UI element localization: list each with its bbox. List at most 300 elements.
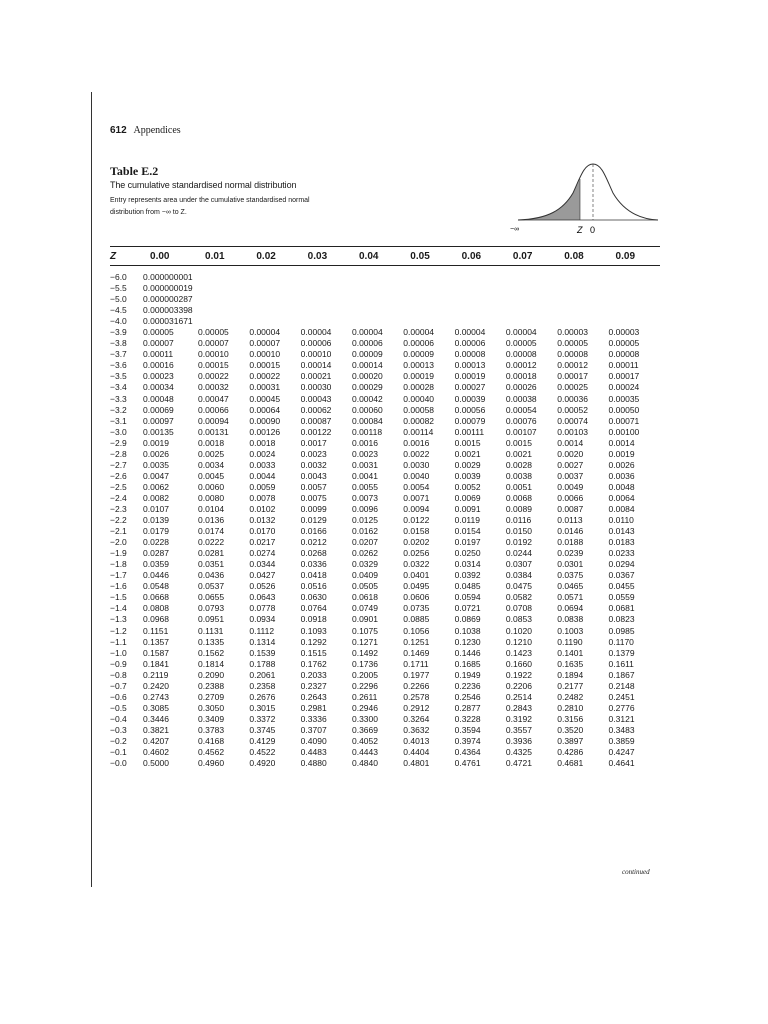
probability-cell: 0.2177	[557, 680, 584, 691]
probability-cell: 0.00013	[403, 360, 435, 371]
z-value-cell: −2.5	[110, 481, 127, 492]
table-row	[110, 338, 660, 349]
probability-cell: 0.0107	[143, 504, 170, 514]
probability-cell: 0.1151	[143, 625, 169, 636]
z-value-cell: −0.3	[110, 724, 127, 735]
probability-cell: 0.0548	[143, 581, 170, 592]
probability-cell: 0.000000287	[143, 294, 193, 305]
probability-cell: 0.00045	[249, 393, 281, 404]
probability-cell: 0.00013	[454, 360, 486, 371]
table-row	[110, 537, 660, 548]
probability-cell: 0.2578	[403, 691, 430, 702]
column-header: 0.01	[205, 250, 225, 262]
table-body	[110, 266, 660, 770]
probability-cell: 0.0062	[143, 481, 170, 492]
table-header-row	[110, 247, 660, 266]
probability-cell: 0.1492	[351, 647, 378, 658]
probability-cell: 0.0329	[351, 559, 378, 570]
table-row	[110, 570, 660, 581]
probability-cell: 0.0030	[403, 459, 430, 470]
probability-cell: 0.2482	[557, 691, 584, 702]
probability-cell	[403, 294, 454, 305]
probability-cell: 0.1003	[557, 625, 584, 636]
probability-cell: 0.0344	[249, 559, 276, 570]
bell-curve	[518, 164, 658, 220]
probability-cell: 0.0401	[403, 570, 430, 581]
z-value-cell: −3.4	[110, 382, 127, 393]
probability-cell: 0.0495	[403, 581, 430, 592]
probability-cell: 0.0526	[249, 581, 276, 592]
probability-cell: 0.4801	[403, 758, 430, 769]
probability-cell: 0.0694	[557, 603, 584, 614]
z-value-cell: −0.5	[110, 702, 127, 713]
column-header: 0.00	[150, 250, 170, 262]
probability-cell: 0.3859	[608, 735, 635, 746]
probability-cell: 0.0054	[403, 481, 430, 492]
probability-cell: 0.3015	[249, 702, 276, 713]
continued-note: continued	[622, 868, 650, 876]
probability-cell: 0.0082	[143, 492, 170, 503]
probability-cell: 0.3085	[143, 702, 170, 713]
z-value-cell: −1.1	[110, 636, 127, 647]
probability-cell: 0.3483	[608, 724, 635, 735]
probability-cell: 0.00018	[505, 371, 537, 382]
probability-cell: 0.0052	[454, 481, 481, 492]
table-row	[110, 382, 660, 393]
probability-cell: 0.00062	[300, 404, 332, 415]
probability-cell: 0.00030	[300, 382, 332, 393]
probability-cell: 0.00069	[143, 404, 174, 415]
z-value-cell: −1.9	[110, 548, 127, 559]
probability-cell: 0.2296	[351, 680, 378, 691]
table-row	[110, 283, 660, 294]
table-row	[110, 592, 660, 603]
column-header: 0.04	[358, 250, 379, 262]
probability-cell: 0.2451	[608, 691, 635, 702]
probability-cell: 0.4602	[143, 747, 170, 758]
z-value-cell: −2.8	[110, 448, 127, 459]
probability-cell: 0.00008	[608, 349, 640, 360]
probability-cell	[557, 266, 608, 284]
table-row	[110, 427, 660, 438]
probability-cell	[506, 305, 557, 316]
table-row	[110, 360, 660, 371]
probability-cell: 0.2981	[300, 702, 327, 713]
probability-cell: 0.2877	[454, 702, 481, 713]
probability-cell: 0.00074	[557, 415, 588, 426]
z-value-cell: −0.8	[110, 669, 127, 680]
table-row	[110, 736, 660, 747]
probability-cell: 0.0188	[557, 537, 584, 548]
probability-cell: 0.00009	[351, 349, 383, 360]
probability-cell	[198, 305, 249, 316]
probability-cell: 0.1251	[403, 636, 430, 647]
probability-cell: 0.0041	[351, 470, 378, 481]
probability-cell: 0.1210	[505, 636, 532, 647]
probability-cell: 0.0183	[608, 537, 635, 548]
z-value-cell: −1.0	[110, 647, 127, 658]
probability-cell: 0.1056	[403, 625, 430, 636]
probability-cell: 0.00003	[557, 327, 588, 338]
probability-cell: 0.0643	[249, 592, 276, 603]
probability-cell: 0.0418	[300, 570, 327, 581]
probability-cell	[301, 283, 352, 294]
probability-cell: 0.00050	[608, 404, 640, 415]
probability-cell: 0.2514	[505, 691, 532, 702]
probability-cell: 0.3121	[608, 713, 635, 724]
probability-cell: 0.0022	[403, 448, 430, 459]
probability-cell	[301, 294, 352, 305]
z-value-cell: −2.0	[110, 537, 127, 548]
probability-cell: 0.0217	[249, 537, 276, 548]
probability-cell: 0.0853	[505, 614, 532, 625]
probability-cell: 0.0020	[557, 448, 584, 459]
probability-cell: 0.1949	[454, 669, 481, 680]
probability-cell: 0.00111	[454, 426, 485, 437]
probability-cell: 0.1814	[198, 658, 225, 669]
table-row	[110, 294, 660, 305]
z-value-cell: −5.5	[110, 283, 127, 294]
probability-cell: 0.4207	[143, 735, 170, 746]
probability-cell	[403, 305, 454, 316]
probability-cell: 0.3336	[300, 713, 327, 724]
probability-cell: 0.2119	[143, 669, 169, 680]
probability-cell: 0.4681	[557, 758, 584, 769]
probability-cell: 0.00025	[557, 382, 588, 393]
table-row	[110, 626, 660, 637]
probability-cell: 0.1314	[249, 636, 276, 647]
probability-cell: 0.2090	[198, 669, 225, 680]
probability-cell: 0.4286	[557, 747, 584, 758]
probability-cell: 0.2388	[198, 680, 225, 691]
normal-curve-figure	[508, 158, 663, 238]
probability-cell: 0.0207	[351, 537, 378, 548]
probability-cell: 0.2611	[351, 691, 378, 702]
probability-cell: 0.0202	[403, 537, 430, 548]
probability-cell: 0.2005	[351, 669, 378, 680]
probability-cell: 0.4641	[608, 758, 635, 769]
probability-cell: 0.0436	[198, 570, 225, 581]
probability-cell: 0.3745	[249, 724, 276, 735]
probability-cell: 0.0336	[300, 559, 327, 570]
probability-cell: 0.0179	[143, 526, 170, 537]
probability-cell: 0.1736	[351, 658, 378, 669]
probability-cell: 0.00022	[249, 371, 281, 382]
probability-cell: 0.00010	[198, 349, 229, 360]
probability-cell: 0.1515	[300, 647, 327, 658]
z-value-cell: −0.0	[110, 758, 127, 769]
probability-cell: 0.00071	[608, 415, 640, 426]
probability-cell: 0.0021	[505, 448, 532, 459]
probability-cell: 0.4880	[300, 758, 327, 769]
probability-cell: 0.00100	[608, 426, 640, 437]
column-header: 0.08	[564, 250, 584, 262]
probability-cell: 0.0031	[351, 459, 378, 470]
probability-cell: 0.2148	[608, 680, 635, 691]
probability-cell: 0.0294	[608, 559, 635, 570]
probability-cell: 0.0091	[454, 504, 481, 514]
probability-cell: 0.00090	[249, 415, 281, 426]
probability-cell: 0.1977	[403, 669, 430, 680]
probability-cell: 0.0455	[608, 581, 635, 592]
probability-cell: 0.4052	[351, 735, 378, 746]
probability-cell: 0.00035	[608, 393, 640, 404]
probability-cell: 0.0778	[249, 603, 276, 614]
table-subtitle: The cumulative standardised normal distribution	[110, 180, 297, 190]
probability-cell: 0.0039	[454, 470, 481, 481]
probability-cell: 0.3936	[505, 735, 532, 746]
probability-cell: 0.0375	[557, 570, 584, 581]
probability-cell: 0.1131	[198, 625, 224, 636]
probability-cell: 0.0049	[557, 481, 584, 492]
probability-cell	[455, 266, 506, 284]
probability-cell: 0.00020	[351, 371, 383, 382]
probability-cell: 0.0901	[351, 614, 378, 625]
probability-cell	[506, 316, 557, 327]
probability-cell: 0.4247	[608, 747, 635, 758]
z-value-cell: −0.1	[110, 747, 127, 758]
probability-cell	[301, 305, 352, 316]
probability-cell: 0.0019	[143, 437, 170, 448]
probability-cell: 0.0136	[198, 515, 225, 526]
probability-cell: 0.00052	[557, 404, 588, 415]
probability-cell: 0.2061	[249, 669, 276, 680]
z-value-cell: −2.9	[110, 437, 127, 448]
probability-cell: 0.0359	[143, 559, 170, 570]
probability-cell: 0.00043	[300, 393, 332, 404]
probability-cell: 0.00006	[403, 338, 435, 349]
table-row	[110, 637, 660, 648]
probability-cell: 0.3264	[403, 713, 430, 724]
table-row	[110, 471, 660, 482]
probability-cell: 0.0023	[351, 448, 378, 459]
probability-cell: 0.4168	[198, 735, 225, 746]
probability-cell: 0.00019	[454, 371, 486, 382]
probability-cell: 0.00004	[351, 327, 383, 338]
probability-cell: 0.00058	[403, 404, 435, 415]
probability-cell	[403, 283, 454, 294]
table-row	[110, 681, 660, 692]
probability-cell: 0.0681	[608, 603, 635, 614]
probability-cell: 0.0132	[249, 515, 276, 526]
probability-cell: 0.2709	[198, 691, 225, 702]
probability-cell: 0.1230	[454, 636, 481, 647]
z-value-cell: −6.0	[110, 272, 127, 283]
probability-cell: 0.0018	[198, 437, 225, 448]
probability-cell	[249, 266, 300, 284]
probability-cell: 0.0150	[505, 526, 532, 537]
probability-cell: 0.2743	[143, 691, 170, 702]
probability-cell: 0.4443	[351, 747, 378, 758]
probability-cell	[352, 305, 403, 316]
probability-cell: 0.0475	[505, 581, 532, 592]
table-row	[110, 371, 660, 382]
table-row	[110, 460, 660, 471]
probability-cell: 0.0143	[608, 526, 635, 537]
probability-cell: 0.00034	[143, 382, 174, 393]
probability-cell: 0.0655	[198, 592, 225, 603]
probability-cell: 0.4090	[300, 735, 327, 746]
probability-cell: 0.00006	[300, 338, 332, 349]
probability-cell: 0.1038	[454, 625, 481, 636]
z-value-cell: −1.7	[110, 570, 127, 581]
probability-cell: 0.0064	[608, 492, 635, 503]
table-row	[110, 449, 660, 460]
probability-cell: 0.2776	[608, 702, 635, 713]
probability-cell: 0.000000019	[143, 283, 193, 294]
probability-cell: 0.3557	[505, 724, 532, 735]
probability-cell: 0.00131	[198, 426, 229, 437]
probability-cell: 0.3192	[505, 713, 532, 724]
probability-cell: 0.0392	[454, 570, 481, 581]
probability-cell: 0.00122	[300, 426, 332, 437]
probability-cell: 0.0087	[557, 504, 584, 514]
probability-cell	[403, 266, 454, 284]
probability-cell: 0.0036	[608, 470, 635, 481]
probability-cell: 0.0244	[505, 548, 532, 559]
z-value-cell: −0.6	[110, 691, 127, 702]
probability-cell: 0.0228	[143, 537, 170, 548]
probability-cell: 0.00007	[249, 338, 281, 349]
probability-cell: 0.00064	[249, 404, 281, 415]
z-value-cell: −2.3	[110, 504, 127, 514]
probability-cell: 0.0016	[351, 437, 378, 448]
probability-cell: 0.2810	[557, 702, 584, 713]
probability-cell: 0.00031	[249, 382, 281, 393]
probability-cell: 0.1190	[557, 636, 583, 647]
probability-cell: 0.0537	[198, 581, 225, 592]
table-row	[110, 438, 660, 449]
probability-cell: 0.1379	[608, 647, 635, 658]
probability-cell: 0.4483	[300, 747, 327, 758]
z-value-cell: −1.2	[110, 625, 127, 636]
z-value-cell: −3.1	[110, 415, 127, 426]
probability-cell: 0.4761	[454, 758, 481, 769]
probability-cell: 0.3228	[454, 713, 481, 724]
probability-cell: 0.00019	[403, 371, 435, 382]
probability-cell: 0.0026	[143, 448, 170, 459]
table-row	[110, 714, 660, 725]
probability-cell: 0.00003	[608, 327, 640, 338]
probability-cell: 0.00017	[557, 371, 588, 382]
probability-cell: 0.00021	[300, 371, 332, 382]
z-value-cell: −2.6	[110, 470, 127, 481]
probability-cell: 0.3446	[143, 713, 170, 724]
table-row	[110, 327, 660, 338]
probability-cell: 0.0559	[608, 592, 635, 603]
probability-cell: 0.00126	[249, 426, 281, 437]
probability-cell: 0.4013	[403, 735, 430, 746]
probability-cell	[249, 283, 300, 294]
probability-cell: 0.0037	[557, 470, 584, 481]
probability-cell: 0.0367	[608, 570, 635, 581]
probability-cell: 0.0116	[505, 515, 532, 526]
probability-cell	[352, 316, 403, 327]
probability-cell: 0.00042	[351, 393, 383, 404]
probability-cell: 0.1788	[249, 658, 276, 669]
probability-cell: 0.0014	[608, 437, 635, 448]
z-value-cell: −2.2	[110, 515, 127, 526]
probability-cell: 0.1271	[351, 636, 378, 647]
probability-cell: 0.0233	[608, 548, 635, 559]
probability-cell: 0.0307	[505, 559, 532, 570]
probability-cell: 0.00004	[403, 327, 435, 338]
z-value-cell: −1.4	[110, 603, 127, 614]
probability-cell: 0.0197	[454, 537, 481, 548]
probability-cell: 0.00012	[557, 360, 588, 371]
table-row	[110, 603, 660, 614]
column-header-z: Z	[110, 250, 117, 262]
probability-cell: 0.0351	[198, 559, 225, 570]
z-value-cell: −3.7	[110, 349, 127, 360]
zero-label: 0	[590, 225, 596, 235]
probability-cell: 0.0071	[403, 492, 430, 503]
probability-cell: 0.0630	[300, 592, 327, 603]
z-table	[110, 246, 660, 769]
probability-cell: 0.00017	[608, 371, 640, 382]
probability-cell	[352, 283, 403, 294]
probability-cell: 0.4129	[249, 735, 276, 746]
probability-cell: 0.0287	[143, 548, 170, 559]
probability-cell: 0.4325	[505, 747, 532, 758]
z-value-cell: −3.9	[110, 327, 127, 338]
z-value-cell: −0.9	[110, 658, 127, 669]
table-row	[110, 416, 660, 427]
page-number: 612	[110, 125, 127, 136]
probability-cell: 0.0446	[143, 570, 170, 581]
table-row	[110, 515, 660, 526]
probability-cell: 0.0015	[454, 437, 481, 448]
probability-cell: 0.1423	[505, 647, 532, 658]
probability-cell: 0.0250	[454, 548, 481, 559]
probability-cell: 0.1635	[557, 658, 584, 669]
probability-cell: 0.0384	[505, 570, 532, 581]
z-value-cell: −3.3	[110, 393, 127, 404]
probability-cell: 0.0057	[300, 481, 327, 492]
z-value-cell: −0.4	[110, 713, 127, 724]
probability-cell: 0.000003398	[143, 305, 193, 316]
probability-cell: 0.00023	[143, 371, 174, 382]
table-row	[110, 614, 660, 625]
z-value-cell: −4.0	[110, 316, 127, 327]
z-value-cell: −2.4	[110, 492, 127, 503]
probability-cell: 0.0025	[198, 448, 225, 459]
probability-cell: 0.1660	[505, 658, 532, 669]
table-row	[110, 659, 660, 670]
section-name: Appendices	[133, 125, 181, 136]
probability-cell: 0.3156	[557, 713, 584, 724]
probability-cell: 0.3300	[351, 713, 378, 724]
probability-cell: 0.00066	[198, 404, 229, 415]
z-value-cell: −0.7	[110, 680, 127, 691]
probability-cell: 0.0129	[300, 515, 327, 526]
probability-cell: 0.0708	[505, 603, 532, 614]
probability-cell: 0.0075	[300, 492, 327, 503]
probability-cell: 0.0044	[249, 470, 276, 481]
column-header: 0.03	[307, 250, 328, 262]
table-row	[110, 670, 660, 681]
probability-cell: 0.00103	[557, 426, 588, 437]
probability-cell: 0.2327	[300, 680, 327, 691]
probability-cell: 0.00022	[198, 371, 229, 382]
probability-cell	[455, 316, 506, 327]
probability-cell: 0.0099	[300, 504, 327, 514]
probability-cell: 0.0808	[143, 603, 170, 614]
probability-cell: 0.00056	[454, 404, 486, 415]
probability-cell: 0.1469	[403, 647, 430, 658]
probability-cell: 0.0015	[505, 437, 532, 448]
probability-cell: 0.00006	[351, 338, 383, 349]
